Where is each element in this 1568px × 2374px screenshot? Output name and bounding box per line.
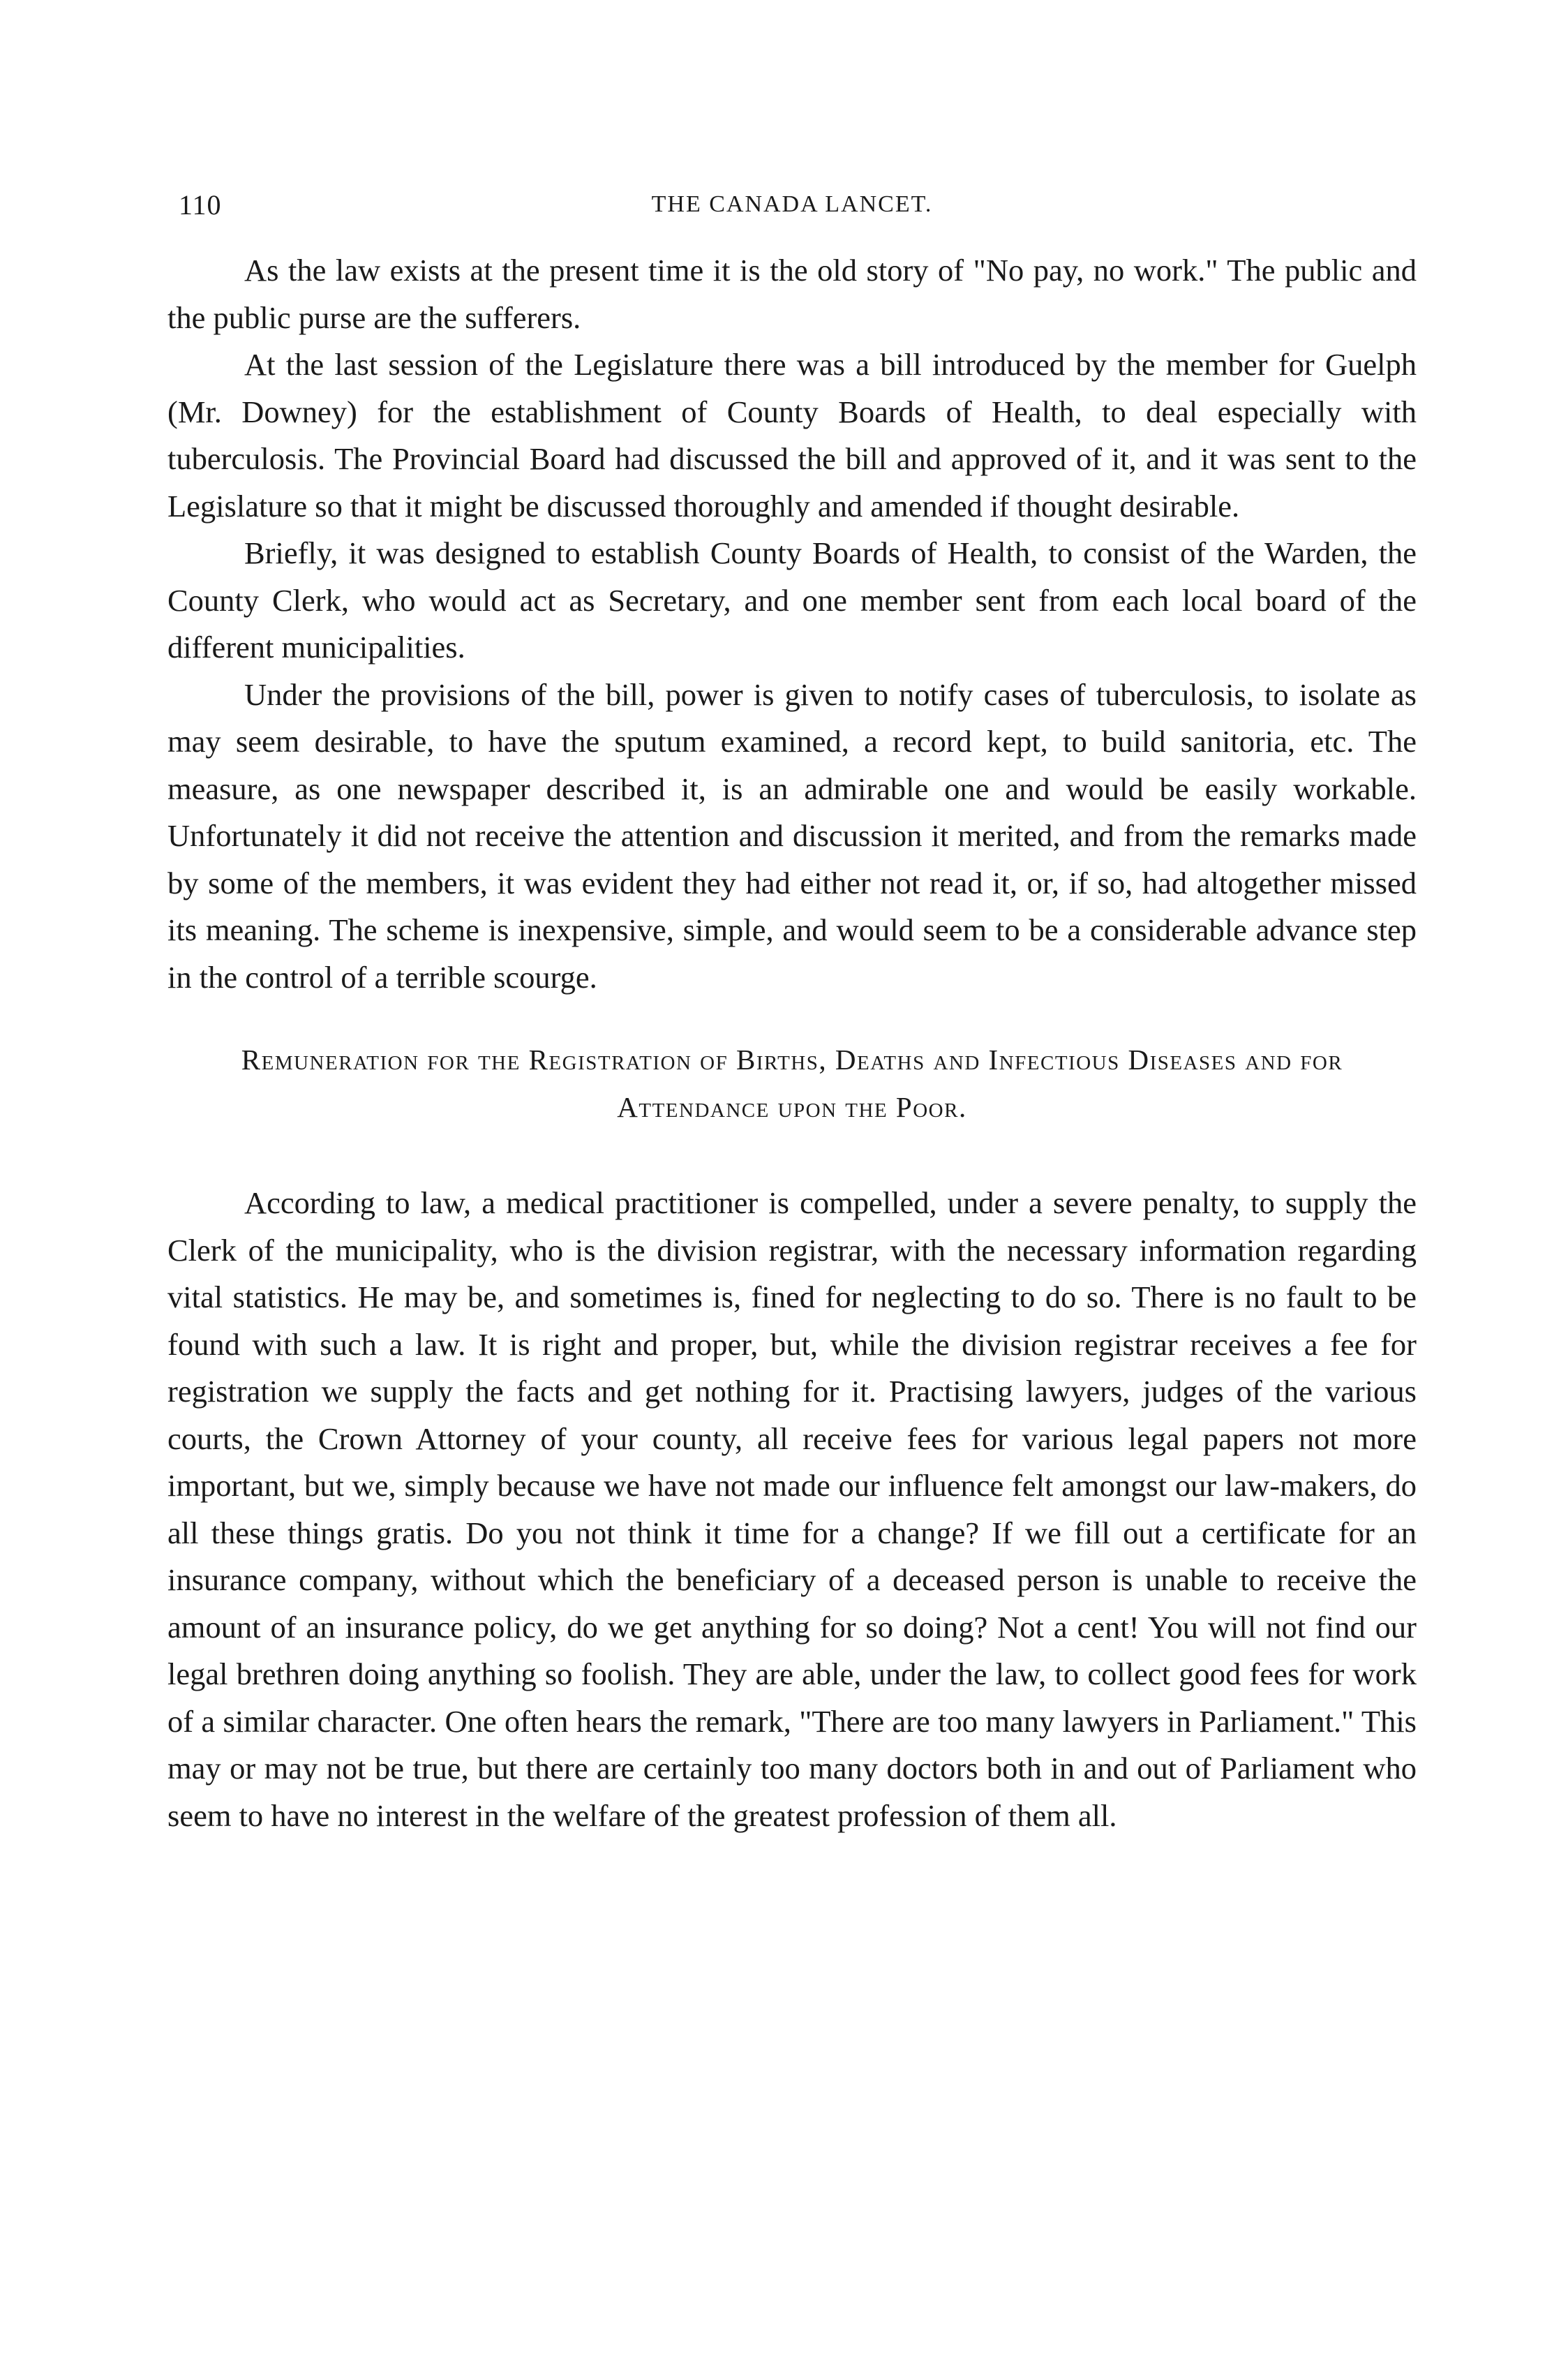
journal-title: THE CANADA LANCET. [651, 191, 933, 217]
paragraph-remuneration: According to law, a medical practitioner is compelled, under a severe penalty, to supply the Clerk of the municipality, who is the division registrar, with the necessary information regarding vital statistics. He may be, and sometimes is, fined for neglecting to do so. There is no fault to be found with such a law. It is right and proper, but, while the division registrar receives a fee for registration we supply the facts and get nothing for it. Practising lawyers, judges of the various courts, the Crown Attorney of your county, all receive fees for various legal papers not more important, but we, simply because we have not made our influence felt amongst our law-makers, do all these things gratis. Do you not think it time for a change? If we fill out a certificate for an insurance company, without which the beneficiary of a deceased person is unable to receive the amount of an insurance policy, do we get anything for so doing? Not a cent! You will not find our legal brethren doing anything so foolish. They are able, under the law, to collect good fees for work of a similar character. One often hears the remark, "There are too many lawyers in Parliament." This may or may not be true, but there are certainly too many doctors both in and out of Parliament who seem to have no interest in the welfare of the greatest profession of them all. [167, 1185, 1417, 1833]
paragraph-legislature-bill: At the last session of the Legislature there was a bill introduced by the member for Guelph (Mr. Downey) for the establishment of County Boards of Health, to deal especially with tuberculosis. The Provincial Board had discussed the bill and approved of it, and it was sent to the Legislature so that it might be discussed thoroughly and amended if thought desirable. [167, 347, 1417, 524]
section-heading: Remuneration for the Registration of Births, Deaths and Infectious Diseases and for Attendance upon the Poor. [241, 1044, 1343, 1123]
running-head [167, 188, 1417, 237]
paragraph-no-pay-no-work: As the law exists at the present time it is the old story of "No pay, no work." The public and the public purse are the sufferers. [167, 253, 1417, 335]
page-number: 110 [179, 189, 222, 221]
paragraph-bill-provisions: Under the provisions of the bill, power is given to notify cases of tuberculosis, to isolate as may seem desirable, to have the sputum examined, a record kept, to build sanitoria, etc. The measure, as one newspaper described it, is an admirable one and would be easily workable. Unfortunately it did not receive the attention and discussion it merited, and from the remarks made by some of the members, it was evident they had either not read it, or, if so, had altogether missed its meaning. The scheme is inexpensive, simple, and would seem to be a considerable advance step in the control of a terrible scourge. [167, 676, 1417, 995]
paragraph-county-boards: Briefly, it was designed to establish County Boards of Health, to consist of the Warden, the County Clerk, who would act as Secretary, and one member sent from each local board of the different municipalities. [167, 535, 1417, 665]
document-page [167, 188, 1417, 1839]
